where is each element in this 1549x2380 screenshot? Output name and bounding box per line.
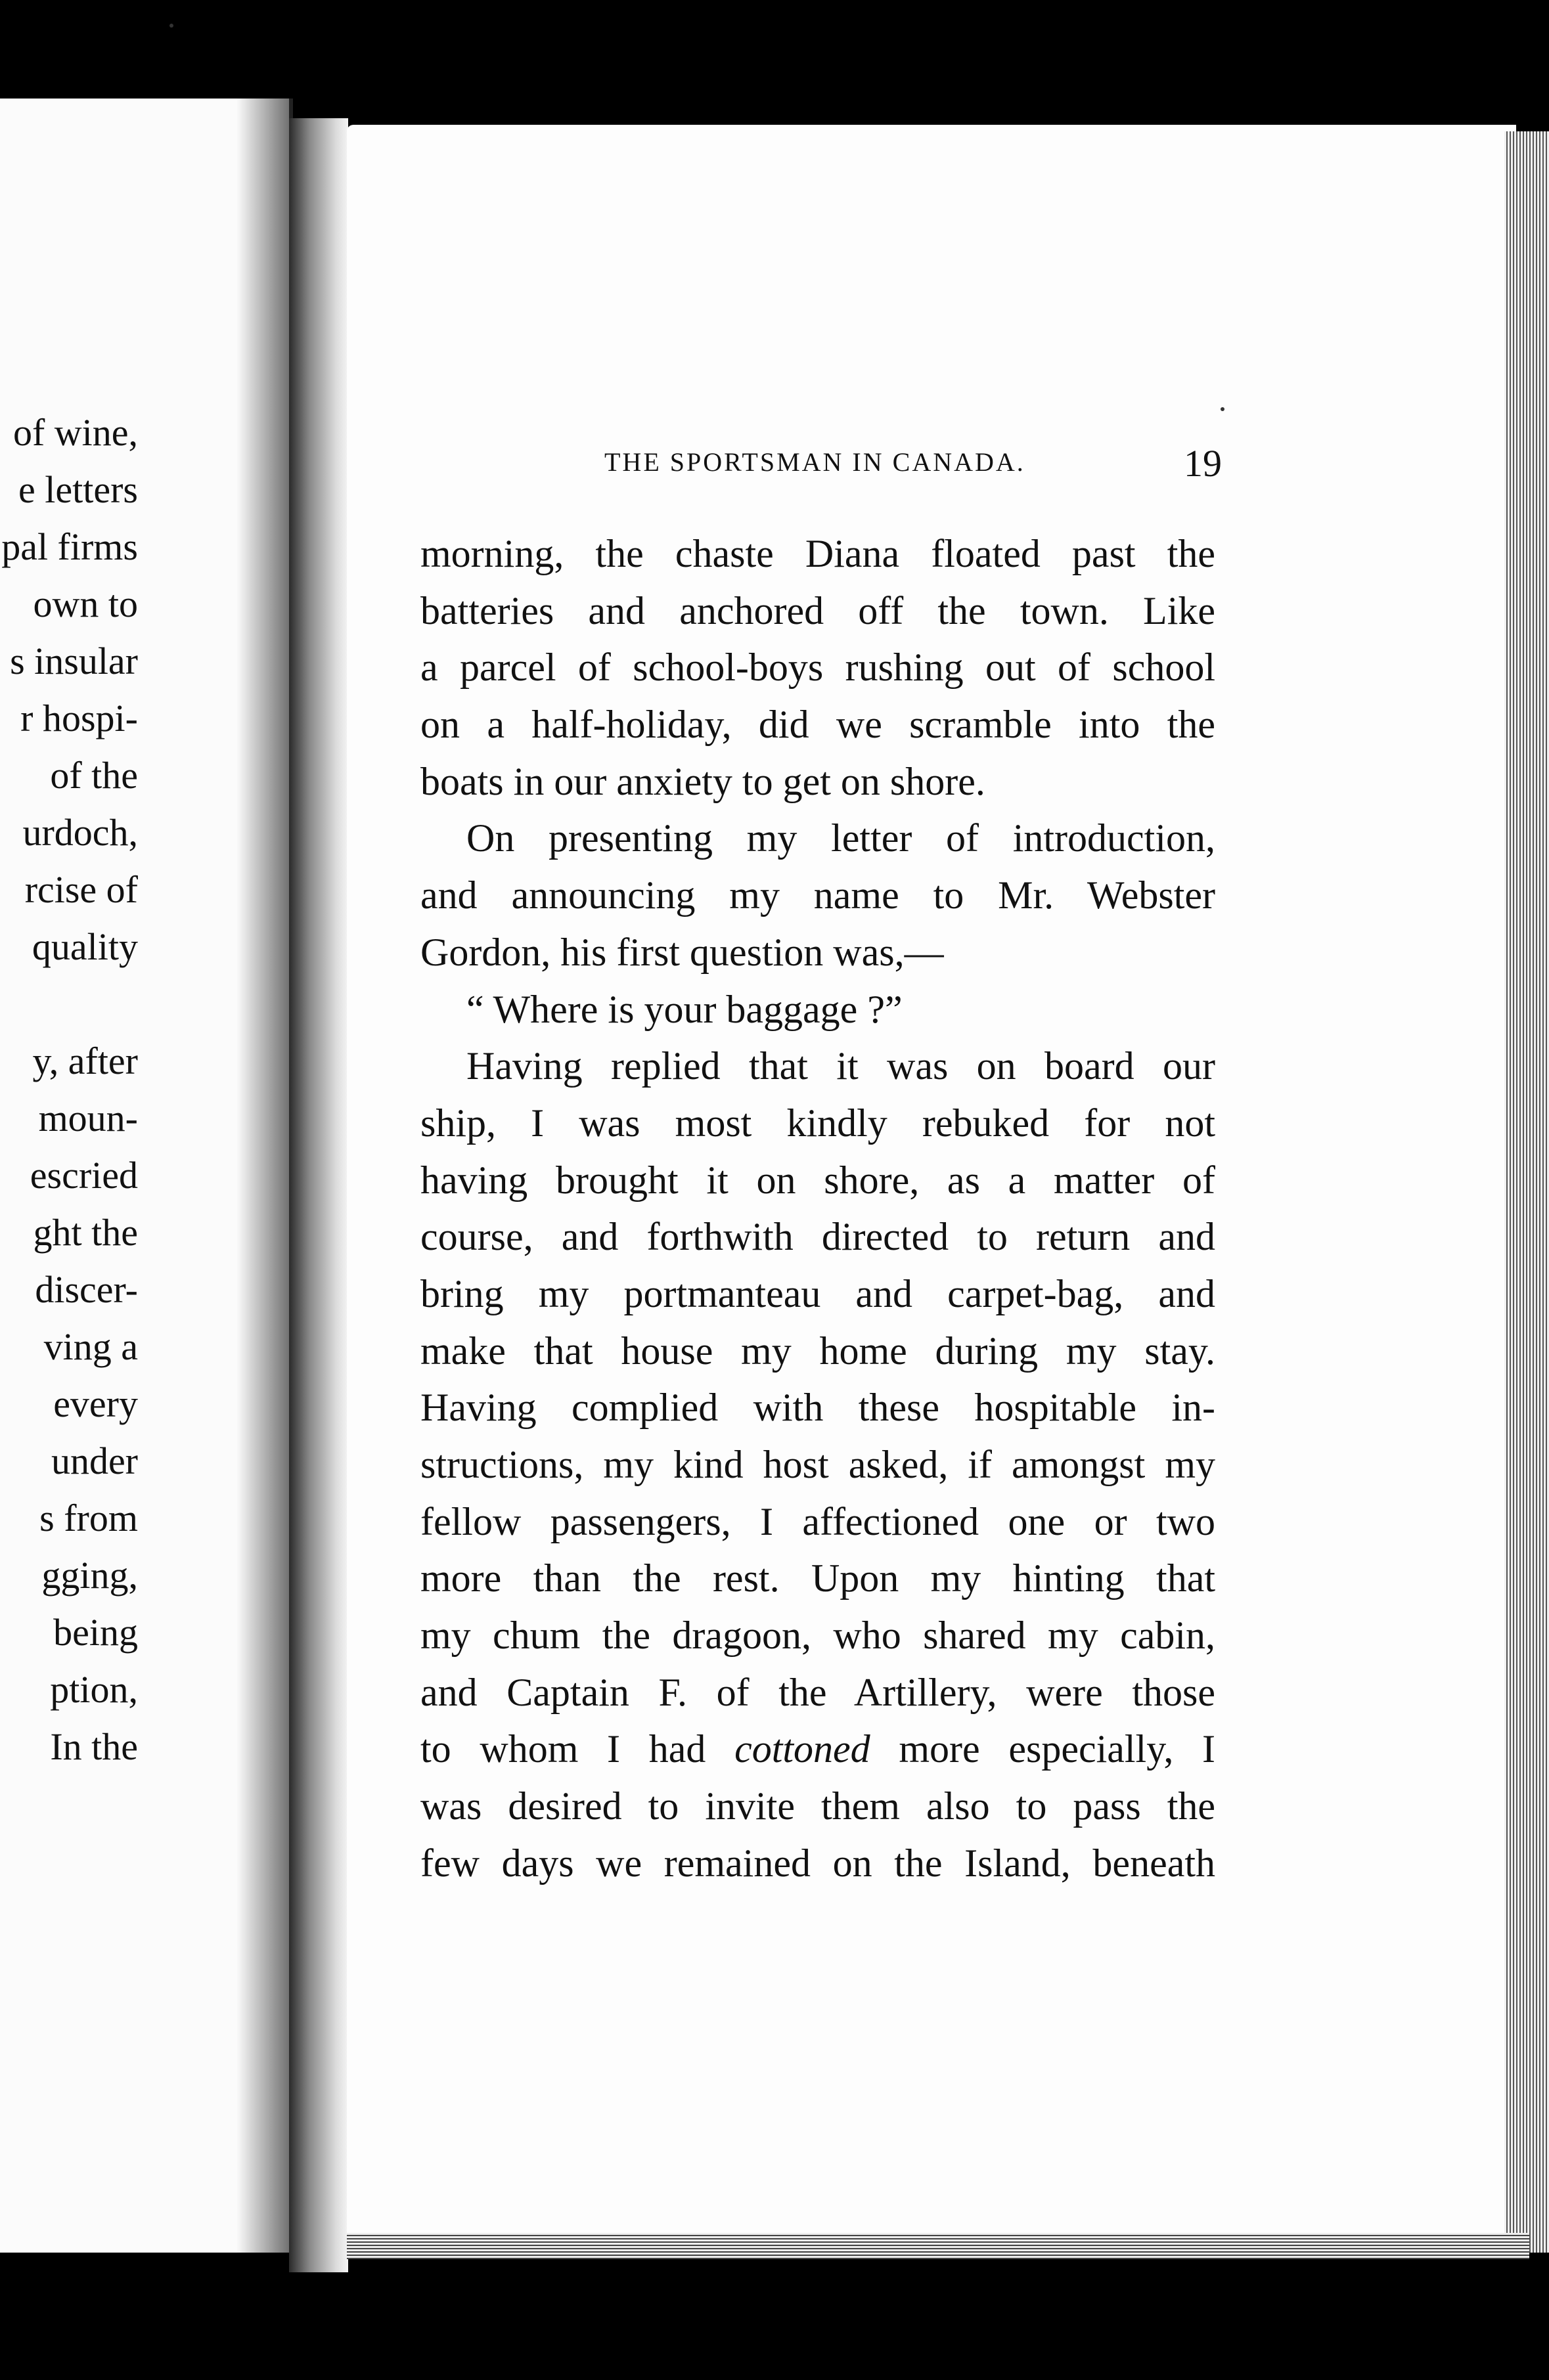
previous-page-line: every [53, 1382, 138, 1425]
text-line: course, and forthwith directed to return and [420, 1215, 1215, 1259]
previous-page-line: moun- [38, 1097, 138, 1139]
text-line: more than the rest. Upon my hinting that [420, 1556, 1215, 1600]
text-segment: more especially, I [870, 1727, 1216, 1771]
italic-word: cottoned [734, 1727, 870, 1771]
text-line: On presenting my letter of introduction, [466, 816, 1215, 860]
running-head: THE SPORTSMAN IN CANADA. [604, 447, 1025, 477]
text-line: was desired to invite them also to pass the [420, 1784, 1215, 1828]
text-line: batteries and anchored off the town. Like [420, 588, 1215, 632]
text-line: few days we remained on the Island, beneath [420, 1841, 1215, 1885]
text-line: boats in our anxiety to get on shore. [420, 759, 985, 803]
page-fore-edge [1504, 131, 1549, 2253]
text-line: having brought it on shore, as a matter of [420, 1158, 1215, 1202]
text-line: morning, the chaste Diana floated past the [420, 532, 1215, 575]
previous-page-line: urdoch, [22, 811, 138, 854]
previous-page-line: escried [30, 1154, 138, 1197]
scan-speck [1221, 407, 1224, 411]
previous-page-line: under [51, 1440, 138, 1482]
page-bottom-edge [347, 2233, 1529, 2259]
previous-page-line: pal firms [1, 525, 138, 568]
previous-page-text [0, 414, 138, 1878]
previous-page-line: ving a [43, 1325, 138, 1368]
previous-page-line: discer- [35, 1268, 138, 1311]
page-body-text [420, 525, 1215, 1892]
text-line: bring my portmanteau and carpet-bag, and [420, 1271, 1215, 1315]
previous-page-line: s from [39, 1497, 138, 1539]
previous-page-line: e letters [18, 468, 138, 511]
page-shadow [236, 99, 289, 2253]
text-line [420, 1721, 1215, 1778]
scan-speck [169, 24, 173, 28]
previous-page-line: of the [50, 754, 138, 797]
text-segment: to whom I had [420, 1727, 735, 1771]
text-line: make that house my home during my stay. [420, 1329, 1215, 1373]
text-line: “ Where is your baggage ?” [466, 987, 903, 1031]
text-line: and announcing my name to Mr. Webster [420, 873, 1215, 917]
text-line: fellow passengers, I affectioned one or two [420, 1499, 1215, 1543]
previous-page-line: being [53, 1611, 138, 1654]
previous-page-line: rcise of [24, 868, 138, 911]
text-line: structions, my kind host asked, if amongst my [420, 1443, 1215, 1486]
text-line: Having replied that it was on board our [466, 1044, 1215, 1088]
previous-page-line: ption, [50, 1668, 138, 1711]
text-line: Having complied with these hospitable in- [420, 1386, 1215, 1430]
previous-page-line: ght the [33, 1211, 138, 1254]
page-number: 19 [1184, 442, 1222, 485]
previous-page-line: own to [33, 583, 138, 625]
previous-page-line: of wine, [12, 414, 138, 454]
previous-page-line: gging, [41, 1554, 138, 1597]
text-line: and Captain F. of the Artillery, were those [420, 1670, 1215, 1714]
book-gutter [289, 118, 348, 2272]
text-line: Gordon, his first question was,— [420, 930, 944, 974]
previous-page-line: quality [32, 925, 138, 968]
previous-page-line: In the [50, 1725, 138, 1768]
text-line: on a half-holiday, did we scramble into the [420, 703, 1215, 747]
previous-page-line: r hospi- [20, 697, 138, 739]
text-line: a parcel of school-boys rushing out of school [420, 646, 1215, 690]
previous-page-line: s insular [10, 640, 138, 682]
text-line: ship, I was most kindly rebuked for not [420, 1101, 1215, 1145]
text-line: my chum the dragoon, who shared my cabin, [420, 1614, 1215, 1658]
page-header [604, 441, 1222, 485]
previous-page-line: y, after [32, 1040, 138, 1082]
